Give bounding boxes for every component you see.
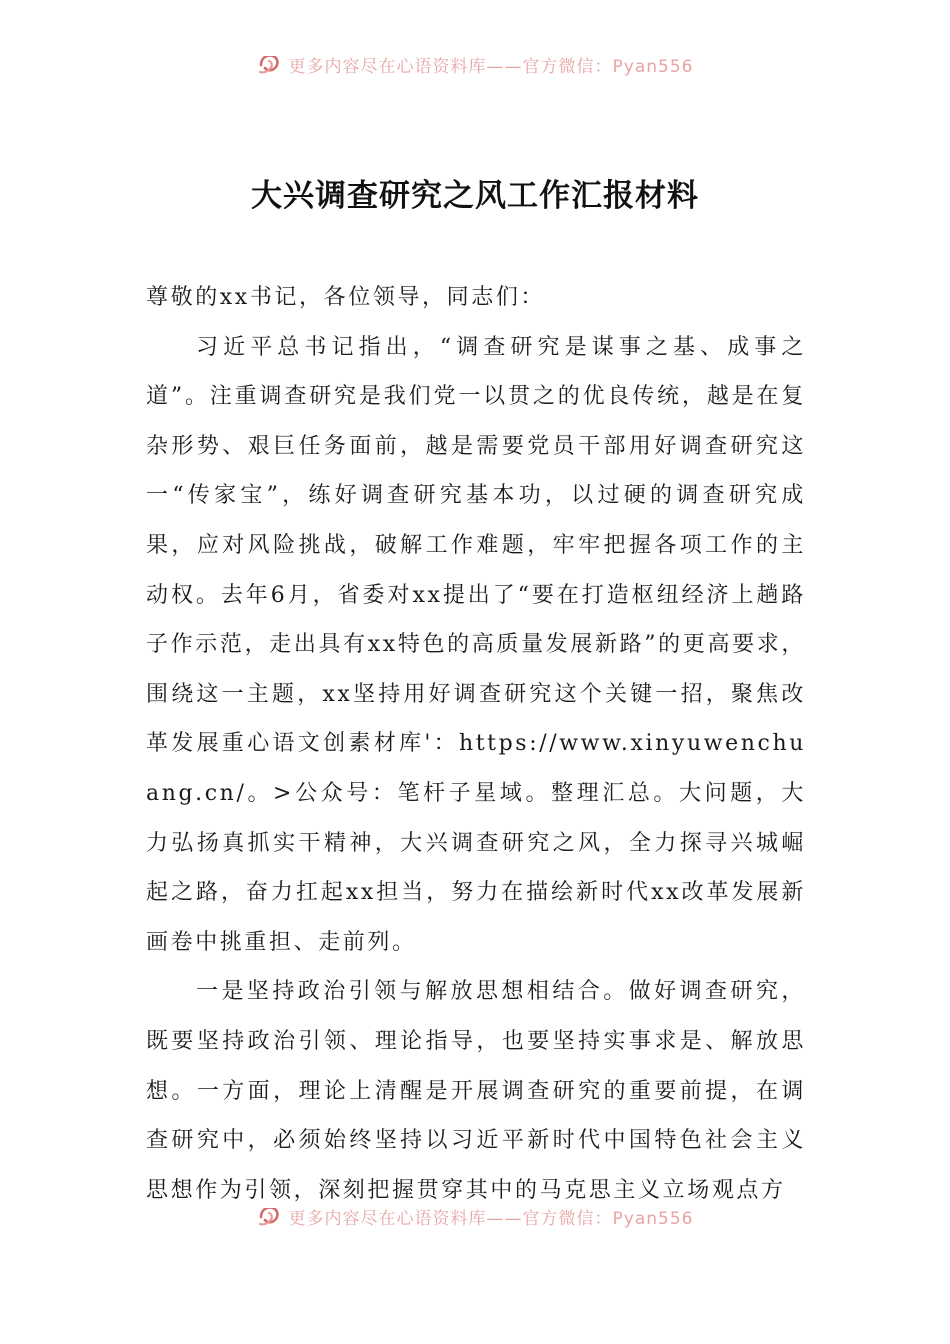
watermark-logo-icon (257, 1208, 283, 1229)
paragraph: 习近平总书记指出，“调查研究是谋事之基、成事之道”。注重调查研究是我们党一以贯之的优良传统，越是在复杂形势、艰巨任务面前，越是需要党员干部用好调查研究这一“传家宝”，练好调查研究基本功，以过硬的调查研究成果，应对风险挑战，破解工作难题，牢牢把握各项工作的主动权。去年6月，省委对xx提出了“要在打造枢纽经济上趟路子作示范，走出具有xx特色的高质量发展新路”的更高要求，围绕这一主题，xx坚持用好调查研究这个关键一招，聚焦改革发展重心语文创素材库'：https://www.xinyuwenchuang.cn/。>公众号：笔杆子星域。整理汇总。大问题，大力弘扬真抓实干精神，大兴调查研究之风，全力探寻兴城崛起之路，奋力扛起xx担当，努力在描绘新时代xx改革发展新画卷中挑重担、走前列。 (146, 334, 806, 955)
watermark-text: 更多内容尽在心语资料库——官方微信：Pyan556 (288, 1208, 694, 1229)
watermark-footer (0, 1208, 950, 1238)
watermark-text: 更多内容尽在心语资料库——官方微信：Pyan556 (288, 56, 694, 77)
watermark-logo-icon (257, 56, 283, 77)
watermark-header (0, 56, 950, 86)
salutation: 尊敬的xx书记，各位领导，同志们： (146, 285, 546, 310)
paragraph: 一是坚持政治引领与解放思想相结合。做好调查研究，既要坚持政治引领、理论指导，也要坚持实事求是、解放思想。一方面，理论上清醒是开展调查研究的重要前提，在调查研究中，必须始终坚持以习近平新时代中国特色社会主义思想作为引领，深刻把握贯穿其中的马克思主义立场观点方 (146, 979, 806, 1203)
document-title: 大兴调查研究之风工作汇报材料 (251, 178, 699, 214)
document-body (146, 273, 806, 1215)
